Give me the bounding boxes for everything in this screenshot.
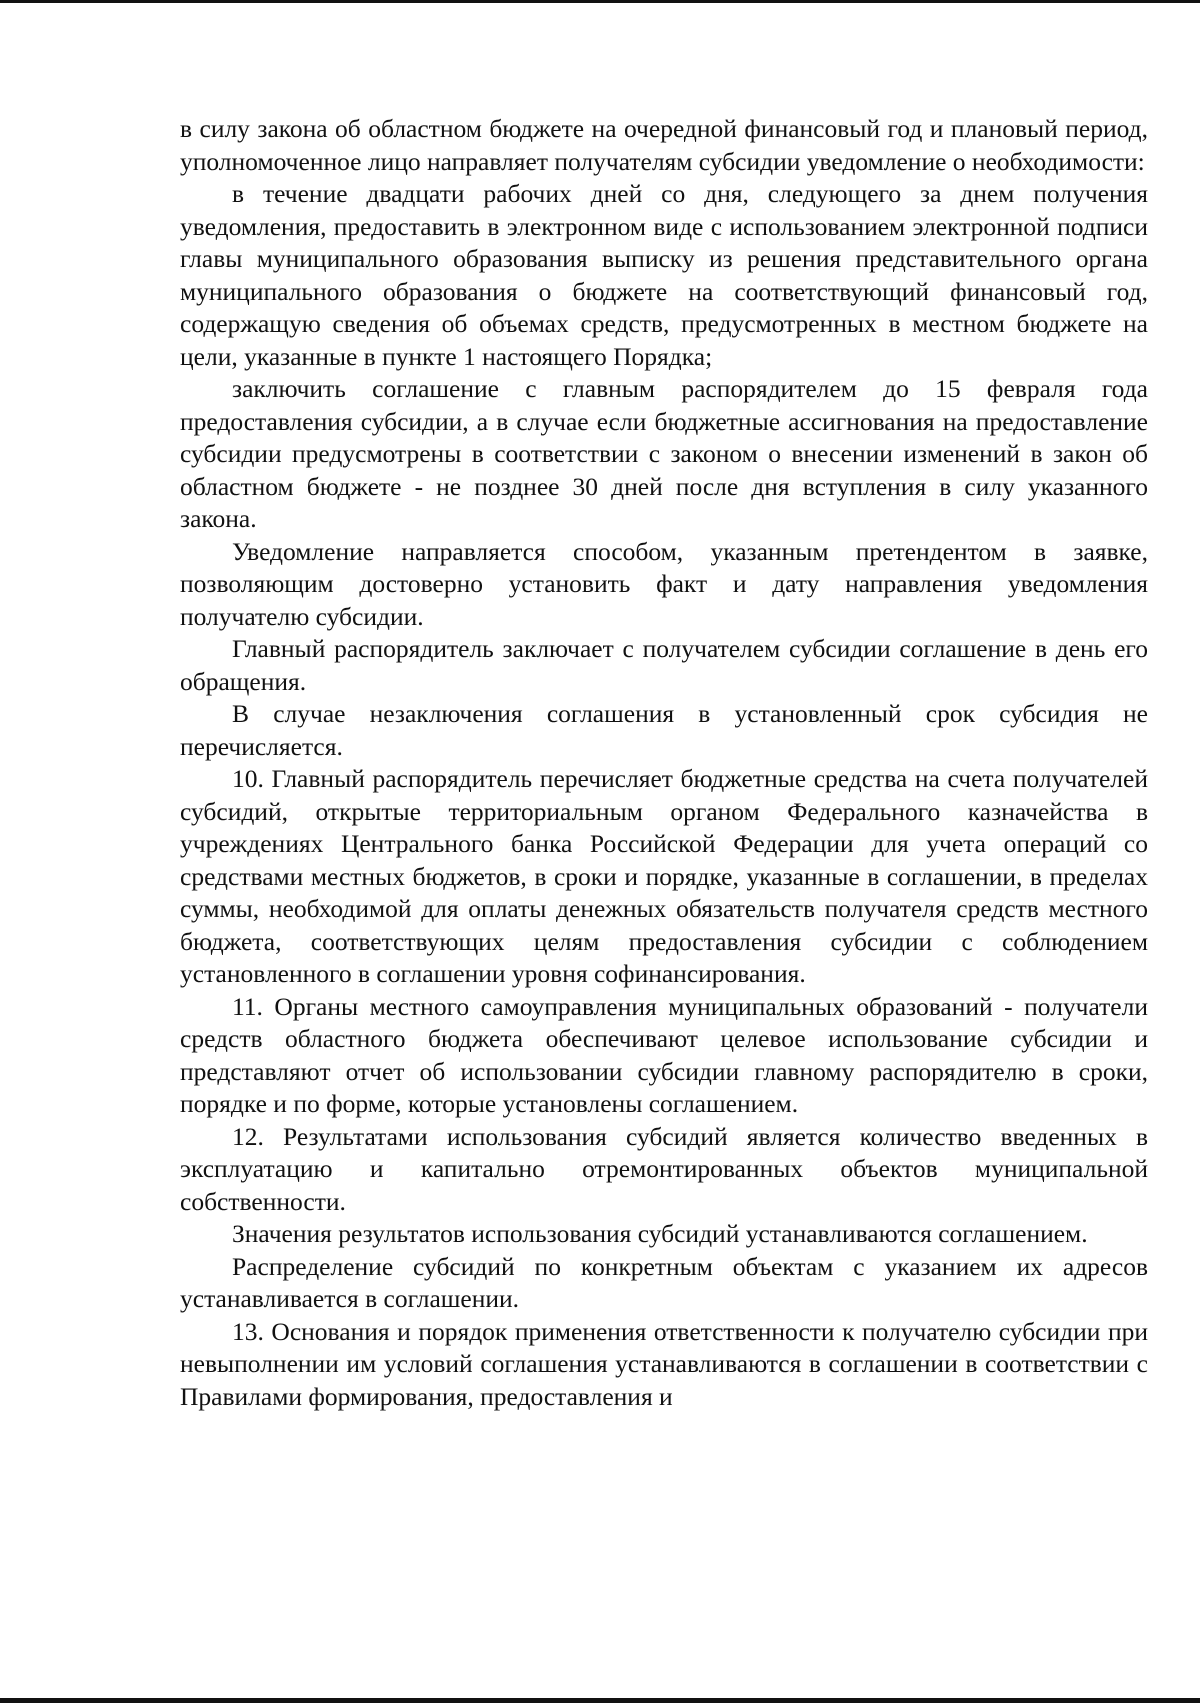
paragraph-non-conclusion: В случае незаключения соглашения в установленный срок субсидия не перечисляется. (180, 699, 1148, 761)
scan-bottom-border (0, 1698, 1200, 1703)
paragraph-continuation: в силу закона об областном бюджете на очередной финансовый год и плановый период, уполномоченное лицо направляет получателям субсидии уведомление о необходимости: (180, 114, 1148, 176)
paragraph-result-values: Значения результатов использования субсидий устанавливаются соглашением. (232, 1219, 1088, 1248)
paragraph-statement-deadline: в течение двадцати рабочих дней со дня, следующего за днем получения уведомления, предоставить в электронном виде с использованием электронной подписи главы муниципального образования выписку из решения представительного органа муниципального образования о бюджете на соответствующий финансовый год, содержащую сведения об объемах средств, предусмотренных в местном бюджете на цели, указанные в пункте 1 настоящего Порядка; (180, 179, 1148, 371)
document-body (180, 113, 1148, 1413)
paragraph-agreement-signing: Главный распорядитель заключает с получателем субсидии соглашение в день его обращения. (180, 634, 1148, 696)
paragraph-item-10: 10. Главный распорядитель перечисляет бюджетные средства на счета получателей субсидий, открытые территориальным органом Федерального казначейства в учреждениях Центрального банка Российской Федерации для учета операций со средствами местных бюджетов, в сроки и порядке, указанные в соглашении, в пределах суммы, необходимой для оплаты денежных обязательств получателя средств местного бюджета, соответствующих целям предоставления субсидии с соблюдением установленного в соглашении уровня софинансирования. (180, 764, 1148, 988)
paragraph-item-13: 13. Основания и порядок применения ответственности к получателю субсидии при невыполнении им условий соглашения устанавливаются в соглашении в соответствии с Правилами формирования, предоставления и (180, 1316, 1148, 1411)
scan-top-border (0, 0, 1200, 3)
paragraph-notification-method: Уведомление направляется способом, указанным претендентом в заявке, позволяющим достоверно установить факт и дату направления уведомления получателю субсидии. (180, 536, 1148, 631)
paragraph-item-11: 11. Органы местного самоуправления муниципальных образований - получатели средств областного бюджета обеспечивают целевое использование субсидии и представляют отчет об использовании субсидии главному распорядителю в сроки, порядке и по форме, которые установлены соглашением. (180, 991, 1148, 1118)
paragraph-item-12: 12. Результатами использования субсидий является количество введенных в эксплуатацию и капитально отремонтированных объектов муниципальной собственности. (180, 1121, 1148, 1216)
paragraph-distribution: Распределение субсидий по конкретным объектам с указанием их адресов устанавливается в соглашении. (180, 1251, 1148, 1313)
paragraph-agreement-deadline: заключить соглашение с главным распорядителем до 15 февраля года предоставления субсидии, а в случае если бюджетные ассигнования на предоставление субсидии предусмотрены в соответствии с законом о внесении изменений в закон об областном бюджете - не позднее 30 дней после дня вступления в силу указанного закона. (180, 374, 1148, 533)
